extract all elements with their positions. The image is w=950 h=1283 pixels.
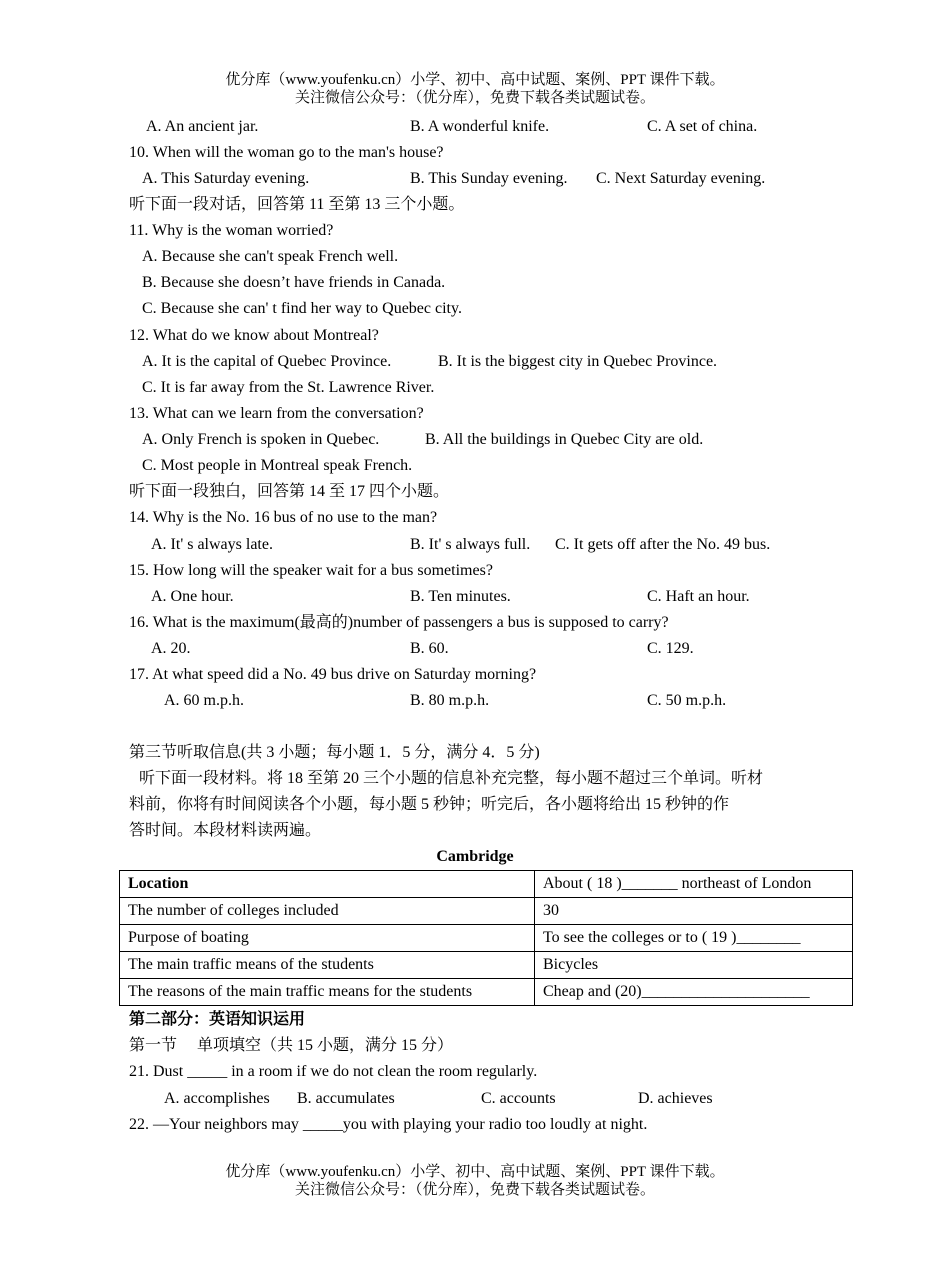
- cambridge-table: [119, 870, 853, 1006]
- q21-option-a: A. accomplishes: [164, 1090, 270, 1107]
- q21-option-d: D. achieves: [638, 1090, 713, 1107]
- table-row: [120, 979, 853, 1006]
- q12-option-c: C. It is far away from the St. Lawrence River.: [142, 379, 435, 396]
- direction-11-13: 听下面一段对话，回答第 11 至第 13 三个小题。: [129, 196, 465, 213]
- q14-option-c: C. It gets off after the No. 49 bus.: [555, 536, 771, 553]
- q13-option-a: A. Only French is spoken in Quebec.: [142, 431, 380, 448]
- section3-para-1: 听下面一段材料。将 18 至第 20 三个小题的信息补充完整，每小题不超过三个单词。听材: [139, 770, 764, 787]
- table-cell-value: To see the colleges or to ( 19 )________: [535, 925, 853, 952]
- table-cell-label: The number of colleges included: [120, 898, 535, 925]
- q13-stem: 13. What can we learn from the conversation?: [129, 405, 424, 422]
- header-line-2: 关注微信公众号：（优分库），免费下载各类试题试卷。: [294, 90, 655, 106]
- q15-stem: 15. How long will the speaker wait for a bus sometimes?: [129, 562, 493, 579]
- q13-option-b: B. All the buildings in Quebec City are old.: [425, 431, 704, 448]
- q15-option-c: C. Haft an hour.: [647, 588, 750, 605]
- q16-option-a: A. 20.: [151, 640, 191, 657]
- part2-title: 第二部分：英语知识运用: [129, 1011, 306, 1028]
- section3-para-2: 料前，你将有时间阅读各个小题，每小题 5 秒钟；听完后，各小题将给出 15 秒钟的作: [129, 796, 730, 813]
- table-cell-value: About ( 18 )_______ northeast of London: [535, 871, 853, 898]
- q11-stem: 11. Why is the woman worried?: [129, 222, 334, 239]
- footer-line-1: 优分库（www.youfenku.cn）小学、初中、高中试题、案例、PPT 课件下载。: [225, 1164, 725, 1180]
- q21-option-c: C. accounts: [481, 1090, 556, 1107]
- direction-14-17: 听下面一段独白，回答第 14 至 17 四个小题。: [129, 483, 450, 500]
- table-row: [120, 871, 853, 898]
- table-cell-value: Cheap and (20)_____________________: [535, 979, 853, 1006]
- q11-option-b: B. Because she doesn’t have friends in Canada.: [142, 274, 446, 291]
- q17-option-c: C. 50 m.p.h.: [647, 692, 727, 709]
- q9-option-c: C. A set of china.: [647, 118, 758, 135]
- table-cell-label: The reasons of the main traffic means for the students: [120, 979, 535, 1006]
- q16-option-c: C. 129.: [647, 640, 694, 657]
- table-caption: Cambridge: [436, 848, 514, 865]
- q17-stem: 17. At what speed did a No. 49 bus drive on Saturday morning?: [129, 666, 537, 683]
- q12-stem: 12. What do we know about Montreal?: [129, 327, 379, 344]
- q15-option-b: B. Ten minutes.: [410, 588, 511, 605]
- q17-option-a: A. 60 m.p.h.: [164, 692, 244, 709]
- q14-option-a: A. It' s always late.: [151, 536, 273, 553]
- q21-option-b: B. accumulates: [297, 1090, 395, 1107]
- q11-option-a: A. Because she can't speak French well.: [142, 248, 399, 265]
- q15-option-a: A. One hour.: [151, 588, 234, 605]
- q10-option-c: C. Next Saturday evening.: [596, 170, 766, 187]
- q10-option-b: B. This Sunday evening.: [410, 170, 568, 187]
- header-line-1: 优分库（www.youfenku.cn）小学、初中、高中试题、案例、PPT 课件下载。: [225, 72, 725, 88]
- q10-stem: 10. When will the woman go to the man's house?: [129, 144, 444, 161]
- table-cell-value: 30: [535, 898, 853, 925]
- q10-option-a: A. This Saturday evening.: [142, 170, 310, 187]
- section3-para-3: 答时间。本段材料读两遍。: [129, 822, 322, 839]
- table-row: [120, 898, 853, 925]
- q11-option-c: C. Because she can' t find her way to Quebec city.: [142, 300, 462, 317]
- section3-title: 第三节听取信息(共 3 小题；每小题 1．5 分，满分 4．5 分): [129, 744, 540, 761]
- table-cell-label: Location: [120, 871, 535, 898]
- table-cell-label: The main traffic means of the students: [120, 952, 535, 979]
- q21-stem: 21. Dust _____ in a room if we do not clean the room regularly.: [129, 1063, 538, 1080]
- footer-line-2: 关注微信公众号：（优分库），免费下载各类试题试卷。: [294, 1182, 655, 1198]
- part2-subtitle: 第一节 单项填空（共 15 小题，满分 15 分）: [129, 1037, 454, 1054]
- table-row: [120, 952, 853, 979]
- q14-stem: 14. Why is the No. 16 bus of no use to the man?: [129, 509, 438, 526]
- q14-option-b: B. It' s always full.: [410, 536, 531, 553]
- q16-stem: 16. What is the maximum(最高的)number of passengers a bus is supposed to carry?: [129, 614, 669, 631]
- table-row: [120, 925, 853, 952]
- q12-option-a: A. It is the capital of Quebec Province.: [142, 353, 392, 370]
- table-cell-value: Bicycles: [535, 952, 853, 979]
- q16-option-b: B. 60.: [410, 640, 449, 657]
- q17-option-b: B. 80 m.p.h.: [410, 692, 490, 709]
- q9-option-a: A. An ancient jar.: [146, 118, 259, 135]
- table-cell-label: Purpose of boating: [120, 925, 535, 952]
- q22-stem: 22. —Your neighbors may _____you with playing your radio too loudly at night.: [129, 1116, 648, 1133]
- q13-option-c: C. Most people in Montreal speak French.: [142, 457, 413, 474]
- q9-option-b: B. A wonderful knife.: [410, 118, 550, 135]
- q12-option-b: B. It is the biggest city in Quebec Province.: [438, 353, 718, 370]
